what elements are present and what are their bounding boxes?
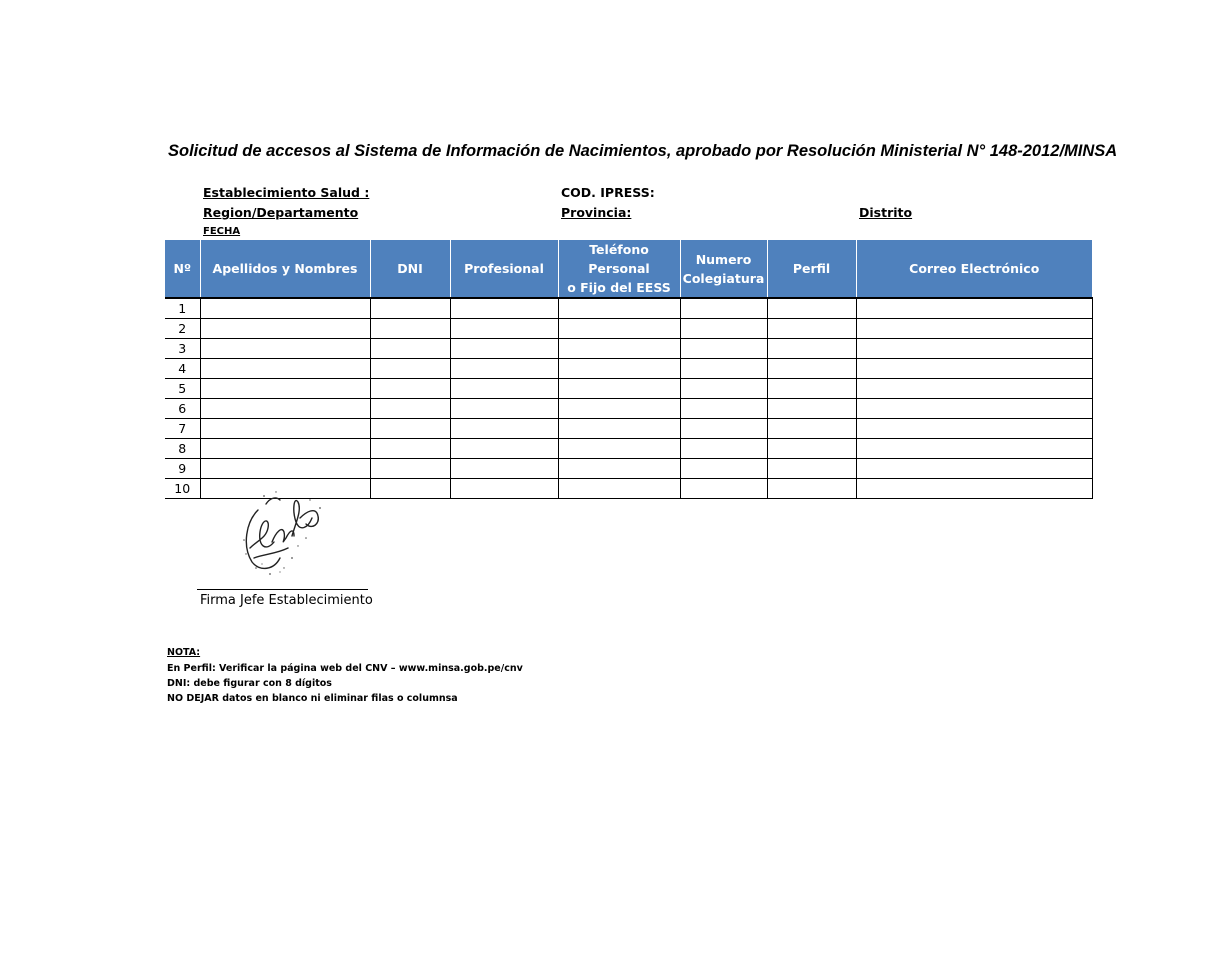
cell-colegiatura[interactable] xyxy=(680,399,767,419)
cell-profesional[interactable] xyxy=(450,479,558,499)
header-telefono xyxy=(558,240,680,298)
cell-correo[interactable] xyxy=(856,459,1092,479)
header-colegiatura-line2: Colegiatura xyxy=(682,270,765,286)
cell-telefono[interactable] xyxy=(558,379,680,399)
cell-correo[interactable] xyxy=(856,298,1092,319)
header-num: Nº xyxy=(165,240,200,298)
header-apellidos-nombres: Apellidos y Nombres xyxy=(200,240,370,298)
cell-profesional[interactable] xyxy=(450,439,558,459)
row-number: 3 xyxy=(165,339,200,359)
field-region-label: Region/Departamento xyxy=(203,205,359,220)
note-heading: NOTA: xyxy=(167,647,201,658)
table-row xyxy=(165,439,1092,459)
header-colegiatura xyxy=(680,240,767,298)
signature-image xyxy=(236,488,326,578)
header-telefono-line2: o Fijo del EESS xyxy=(567,280,671,295)
cell-colegiatura[interactable] xyxy=(680,359,767,379)
header-dni: DNI xyxy=(370,240,450,298)
cell-colegiatura[interactable] xyxy=(680,298,767,319)
cell-correo[interactable] xyxy=(856,419,1092,439)
row-number: 1 xyxy=(165,298,200,319)
document-title: Solicitud de accesos al Sistema de Información de Nacimientos, aprobado por Resolución Ministerial N° 148-2012/MINSA xyxy=(168,142,1118,160)
cell-correo[interactable] xyxy=(856,439,1092,459)
cell-perfil[interactable] xyxy=(767,479,856,499)
row-number: 5 xyxy=(165,379,200,399)
cell-dni[interactable] xyxy=(370,459,450,479)
header-correo: Correo Electrónico xyxy=(856,240,1092,298)
field-provincia-label: Provincia: xyxy=(561,205,632,220)
note-line: En Perfil: Verificar la página web del CNV – www.minsa.gob.pe/cnv xyxy=(167,663,523,674)
cell-correo[interactable] xyxy=(856,319,1092,339)
cell-correo[interactable] xyxy=(856,379,1092,399)
cell-apellidos-nombres[interactable] xyxy=(200,379,370,399)
cell-dni[interactable] xyxy=(370,319,450,339)
cell-telefono[interactable] xyxy=(558,479,680,499)
cell-apellidos-nombres[interactable] xyxy=(200,439,370,459)
cell-perfil[interactable] xyxy=(767,359,856,379)
table-row xyxy=(165,339,1092,359)
cell-perfil[interactable] xyxy=(767,379,856,399)
cell-apellidos-nombres[interactable] xyxy=(200,419,370,439)
cell-telefono[interactable] xyxy=(558,419,680,439)
cell-profesional[interactable] xyxy=(450,419,558,439)
header-profesional: Profesional xyxy=(450,240,558,298)
cell-perfil[interactable] xyxy=(767,399,856,419)
header-colegiatura-line1: Numero xyxy=(695,251,752,267)
table-row xyxy=(165,459,1092,479)
access-request-table xyxy=(165,240,1093,499)
cell-profesional[interactable] xyxy=(450,298,558,319)
cell-colegiatura[interactable] xyxy=(680,379,767,399)
cell-dni[interactable] xyxy=(370,339,450,359)
field-distrito-label: Distrito xyxy=(859,205,913,220)
cell-perfil[interactable] xyxy=(767,459,856,479)
cell-telefono[interactable] xyxy=(558,298,680,319)
cell-dni[interactable] xyxy=(370,439,450,459)
cell-dni[interactable] xyxy=(370,379,450,399)
cell-apellidos-nombres[interactable] xyxy=(200,359,370,379)
cell-colegiatura[interactable] xyxy=(680,459,767,479)
row-number: 10 xyxy=(165,479,200,499)
cell-apellidos-nombres[interactable] xyxy=(200,298,370,319)
table-row xyxy=(165,359,1092,379)
cell-dni[interactable] xyxy=(370,359,450,379)
cell-profesional[interactable] xyxy=(450,339,558,359)
header-telefono-line1: Teléfono Personal xyxy=(588,242,650,276)
cell-apellidos-nombres[interactable] xyxy=(200,319,370,339)
field-cod-ipress-label: COD. IPRESS: xyxy=(561,185,655,200)
row-number: 2 xyxy=(165,319,200,339)
cell-telefono[interactable] xyxy=(558,339,680,359)
cell-correo[interactable] xyxy=(856,359,1092,379)
table-row xyxy=(165,419,1092,439)
row-number: 8 xyxy=(165,439,200,459)
signature-label: Firma Jefe Establecimiento xyxy=(200,593,373,608)
note-line: NO DEJAR datos en blanco ni eliminar filas o columnsa xyxy=(167,693,458,704)
cell-apellidos-nombres[interactable] xyxy=(200,399,370,419)
cell-telefono[interactable] xyxy=(558,459,680,479)
cell-telefono[interactable] xyxy=(558,359,680,379)
row-number: 6 xyxy=(165,399,200,419)
header-perfil: Perfil xyxy=(767,240,856,298)
cell-perfil[interactable] xyxy=(767,298,856,319)
cell-telefono[interactable] xyxy=(558,319,680,339)
cell-dni[interactable] xyxy=(370,399,450,419)
cell-correo[interactable] xyxy=(856,339,1092,359)
cell-correo[interactable] xyxy=(856,479,1092,499)
table-header-row xyxy=(165,240,1092,298)
cell-perfil[interactable] xyxy=(767,439,856,459)
table-row xyxy=(165,399,1092,419)
cell-dni[interactable] xyxy=(370,419,450,439)
cell-perfil[interactable] xyxy=(767,339,856,359)
cell-profesional[interactable] xyxy=(450,319,558,339)
cell-perfil[interactable] xyxy=(767,419,856,439)
cell-colegiatura[interactable] xyxy=(680,439,767,459)
cell-colegiatura[interactable] xyxy=(680,479,767,499)
cell-dni[interactable] xyxy=(370,479,450,499)
cell-correo[interactable] xyxy=(856,399,1092,419)
field-establecimiento-label: Establecimiento Salud : xyxy=(203,185,370,200)
cell-profesional[interactable] xyxy=(450,359,558,379)
note-line: DNI: debe figurar con 8 dígitos xyxy=(167,678,332,689)
cell-apellidos-nombres[interactable] xyxy=(200,459,370,479)
cell-apellidos-nombres[interactable] xyxy=(200,339,370,359)
cell-colegiatura[interactable] xyxy=(680,319,767,339)
row-number: 4 xyxy=(165,359,200,379)
cell-colegiatura[interactable] xyxy=(680,339,767,359)
cell-colegiatura[interactable] xyxy=(680,419,767,439)
cell-perfil[interactable] xyxy=(767,319,856,339)
field-fecha-label: FECHA xyxy=(203,226,241,237)
table-row xyxy=(165,319,1092,339)
cell-profesional[interactable] xyxy=(450,399,558,419)
cell-profesional[interactable] xyxy=(450,379,558,399)
cell-dni[interactable] xyxy=(370,298,450,319)
row-number: 7 xyxy=(165,419,200,439)
table-row xyxy=(165,379,1092,399)
cell-telefono[interactable] xyxy=(558,399,680,419)
row-number: 9 xyxy=(165,459,200,479)
signature-line xyxy=(197,589,368,590)
cell-profesional[interactable] xyxy=(450,459,558,479)
table-row xyxy=(165,298,1092,319)
cell-telefono[interactable] xyxy=(558,439,680,459)
